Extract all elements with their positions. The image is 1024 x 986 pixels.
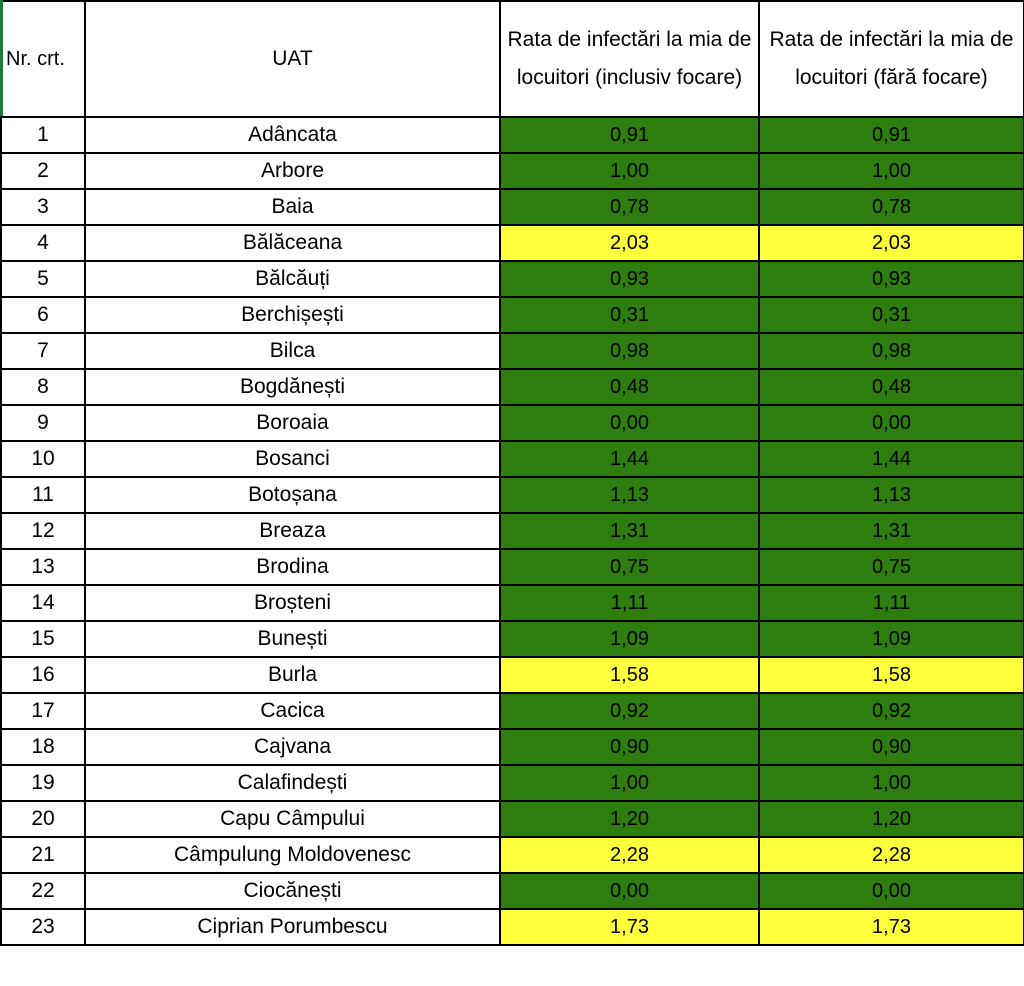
cell-rate-excluding-outbreaks[interactable]: 0,48 bbox=[759, 369, 1024, 405]
cell-rate-including-outbreaks[interactable]: 1,11 bbox=[500, 585, 759, 621]
cell-uat[interactable]: Boroaia bbox=[85, 405, 500, 441]
cell-rate-excluding-outbreaks[interactable]: 2,28 bbox=[759, 837, 1024, 873]
cell-rate-including-outbreaks[interactable]: 1,73 bbox=[500, 909, 759, 945]
cell-nr-crt[interactable]: 13 bbox=[1, 549, 85, 585]
sheet-edge-marker bbox=[0, 0, 3, 116]
table-row bbox=[1, 333, 1024, 369]
cell-rate-excluding-outbreaks[interactable]: 1,00 bbox=[759, 153, 1024, 189]
cell-uat[interactable]: Cajvana bbox=[85, 729, 500, 765]
table-row bbox=[1, 585, 1024, 621]
table-row bbox=[1, 189, 1024, 225]
cell-rate-excluding-outbreaks[interactable]: 1,58 bbox=[759, 657, 1024, 693]
cell-uat[interactable]: Câmpulung Moldovenesc bbox=[85, 837, 500, 873]
cell-rate-excluding-outbreaks[interactable]: 1,20 bbox=[759, 801, 1024, 837]
cell-nr-crt[interactable]: 1 bbox=[1, 117, 85, 153]
cell-rate-excluding-outbreaks[interactable]: 1,11 bbox=[759, 585, 1024, 621]
cell-nr-crt[interactable]: 22 bbox=[1, 873, 85, 909]
cell-rate-excluding-outbreaks[interactable]: 0,31 bbox=[759, 297, 1024, 333]
cell-rate-including-outbreaks[interactable]: 0,00 bbox=[500, 873, 759, 909]
cell-rate-excluding-outbreaks[interactable]: 0,92 bbox=[759, 693, 1024, 729]
cell-rate-excluding-outbreaks[interactable]: 1,09 bbox=[759, 621, 1024, 657]
cell-nr-crt[interactable]: 8 bbox=[1, 369, 85, 405]
cell-rate-including-outbreaks[interactable]: 2,03 bbox=[500, 225, 759, 261]
cell-rate-including-outbreaks[interactable]: 2,28 bbox=[500, 837, 759, 873]
cell-uat[interactable]: Brodina bbox=[85, 549, 500, 585]
cell-rate-excluding-outbreaks[interactable]: 0,00 bbox=[759, 873, 1024, 909]
cell-rate-including-outbreaks[interactable]: 0,91 bbox=[500, 117, 759, 153]
table-row bbox=[1, 873, 1024, 909]
cell-rate-excluding-outbreaks[interactable]: 1,44 bbox=[759, 441, 1024, 477]
table-row bbox=[1, 477, 1024, 513]
cell-nr-crt[interactable]: 4 bbox=[1, 225, 85, 261]
cell-rate-excluding-outbreaks[interactable]: 0,00 bbox=[759, 405, 1024, 441]
cell-nr-crt[interactable]: 23 bbox=[1, 909, 85, 945]
cell-rate-including-outbreaks[interactable]: 0,00 bbox=[500, 405, 759, 441]
cell-rate-including-outbreaks[interactable]: 0,78 bbox=[500, 189, 759, 225]
cell-rate-including-outbreaks[interactable]: 1,44 bbox=[500, 441, 759, 477]
cell-uat[interactable]: Bosanci bbox=[85, 441, 500, 477]
header-nr-crt[interactable]: Nr. crt. bbox=[1, 1, 85, 117]
table-row bbox=[1, 837, 1024, 873]
table-row bbox=[1, 405, 1024, 441]
cell-uat[interactable]: Breaza bbox=[85, 513, 500, 549]
cell-nr-crt[interactable]: 16 bbox=[1, 657, 85, 693]
cell-rate-including-outbreaks[interactable]: 0,48 bbox=[500, 369, 759, 405]
cell-rate-excluding-outbreaks[interactable]: 0,93 bbox=[759, 261, 1024, 297]
cell-uat[interactable]: Bogdănești bbox=[85, 369, 500, 405]
cell-nr-crt[interactable]: 6 bbox=[1, 297, 85, 333]
cell-nr-crt[interactable]: 12 bbox=[1, 513, 85, 549]
cell-rate-excluding-outbreaks[interactable]: 0,90 bbox=[759, 729, 1024, 765]
cell-rate-including-outbreaks[interactable]: 0,31 bbox=[500, 297, 759, 333]
table-row bbox=[1, 693, 1024, 729]
cell-rate-excluding-outbreaks[interactable]: 1,31 bbox=[759, 513, 1024, 549]
cell-rate-excluding-outbreaks[interactable]: 0,75 bbox=[759, 549, 1024, 585]
cell-nr-crt[interactable]: 2 bbox=[1, 153, 85, 189]
cell-rate-including-outbreaks[interactable]: 1,00 bbox=[500, 765, 759, 801]
cell-uat[interactable]: Baia bbox=[85, 189, 500, 225]
cell-rate-excluding-outbreaks[interactable]: 1,00 bbox=[759, 765, 1024, 801]
cell-rate-including-outbreaks[interactable]: 1,09 bbox=[500, 621, 759, 657]
table-row bbox=[1, 801, 1024, 837]
cell-uat[interactable]: Bălăceana bbox=[85, 225, 500, 261]
cell-rate-including-outbreaks[interactable]: 1,58 bbox=[500, 657, 759, 693]
cell-rate-including-outbreaks[interactable]: 1,20 bbox=[500, 801, 759, 837]
cell-rate-excluding-outbreaks[interactable]: 2,03 bbox=[759, 225, 1024, 261]
header-row bbox=[1, 1, 1024, 117]
header-uat[interactable]: UAT bbox=[85, 1, 500, 117]
cell-rate-including-outbreaks[interactable]: 1,00 bbox=[500, 153, 759, 189]
cell-uat[interactable]: Burla bbox=[85, 657, 500, 693]
cell-rate-including-outbreaks[interactable]: 0,98 bbox=[500, 333, 759, 369]
table-row bbox=[1, 153, 1024, 189]
table-row bbox=[1, 909, 1024, 945]
table-row bbox=[1, 621, 1024, 657]
cell-nr-crt[interactable]: 3 bbox=[1, 189, 85, 225]
cell-rate-excluding-outbreaks[interactable]: 0,78 bbox=[759, 189, 1024, 225]
cell-rate-excluding-outbreaks[interactable]: 0,98 bbox=[759, 333, 1024, 369]
table-row bbox=[1, 513, 1024, 549]
table-row bbox=[1, 657, 1024, 693]
cell-rate-excluding-outbreaks[interactable]: 0,91 bbox=[759, 117, 1024, 153]
cell-rate-excluding-outbreaks[interactable]: 1,73 bbox=[759, 909, 1024, 945]
table-row bbox=[1, 225, 1024, 261]
cell-uat[interactable]: Bălcăuți bbox=[85, 261, 500, 297]
cell-rate-including-outbreaks[interactable]: 0,75 bbox=[500, 549, 759, 585]
header-rate-including-outbreaks[interactable]: Rata de infectări la mia de locuitori (inclusiv focare) bbox=[500, 1, 759, 117]
table-row bbox=[1, 729, 1024, 765]
cell-nr-crt[interactable]: 18 bbox=[1, 729, 85, 765]
cell-rate-including-outbreaks[interactable]: 0,90 bbox=[500, 729, 759, 765]
cell-nr-crt[interactable]: 20 bbox=[1, 801, 85, 837]
table-row bbox=[1, 117, 1024, 153]
table-row bbox=[1, 441, 1024, 477]
table-body bbox=[1, 117, 1024, 945]
cell-uat[interactable]: Capu Câmpului bbox=[85, 801, 500, 837]
cell-nr-crt[interactable]: 5 bbox=[1, 261, 85, 297]
cell-nr-crt[interactable]: 11 bbox=[1, 477, 85, 513]
table-row bbox=[1, 261, 1024, 297]
cell-rate-excluding-outbreaks[interactable]: 1,13 bbox=[759, 477, 1024, 513]
cell-uat[interactable]: Cacica bbox=[85, 693, 500, 729]
cell-nr-crt[interactable]: 10 bbox=[1, 441, 85, 477]
cell-uat[interactable]: Botoșana bbox=[85, 477, 500, 513]
table-row bbox=[1, 765, 1024, 801]
cell-nr-crt[interactable]: 7 bbox=[1, 333, 85, 369]
table-row bbox=[1, 369, 1024, 405]
cell-rate-including-outbreaks[interactable]: 1,13 bbox=[500, 477, 759, 513]
cell-uat[interactable]: Arbore bbox=[85, 153, 500, 189]
cell-rate-including-outbreaks[interactable]: 0,93 bbox=[500, 261, 759, 297]
cell-uat[interactable]: Berchișești bbox=[85, 297, 500, 333]
table-row bbox=[1, 549, 1024, 585]
cell-uat[interactable]: Adâncata bbox=[85, 117, 500, 153]
cell-nr-crt[interactable]: 17 bbox=[1, 693, 85, 729]
cell-rate-including-outbreaks[interactable]: 0,92 bbox=[500, 693, 759, 729]
cell-uat[interactable]: Calafindești bbox=[85, 765, 500, 801]
header-rate-excluding-outbreaks[interactable]: Rata de infectări la mia de locuitori (fără focare) bbox=[759, 1, 1024, 117]
cell-uat[interactable]: Ciocănești bbox=[85, 873, 500, 909]
cell-nr-crt[interactable]: 21 bbox=[1, 837, 85, 873]
cell-nr-crt[interactable]: 19 bbox=[1, 765, 85, 801]
cell-nr-crt[interactable]: 9 bbox=[1, 405, 85, 441]
table-row bbox=[1, 297, 1024, 333]
cell-nr-crt[interactable]: 14 bbox=[1, 585, 85, 621]
cell-rate-including-outbreaks[interactable]: 1,31 bbox=[500, 513, 759, 549]
cell-nr-crt[interactable]: 15 bbox=[1, 621, 85, 657]
cell-uat[interactable]: Broșteni bbox=[85, 585, 500, 621]
cell-uat[interactable]: Bilca bbox=[85, 333, 500, 369]
cell-uat[interactable]: Ciprian Porumbescu bbox=[85, 909, 500, 945]
cell-uat[interactable]: Bunești bbox=[85, 621, 500, 657]
